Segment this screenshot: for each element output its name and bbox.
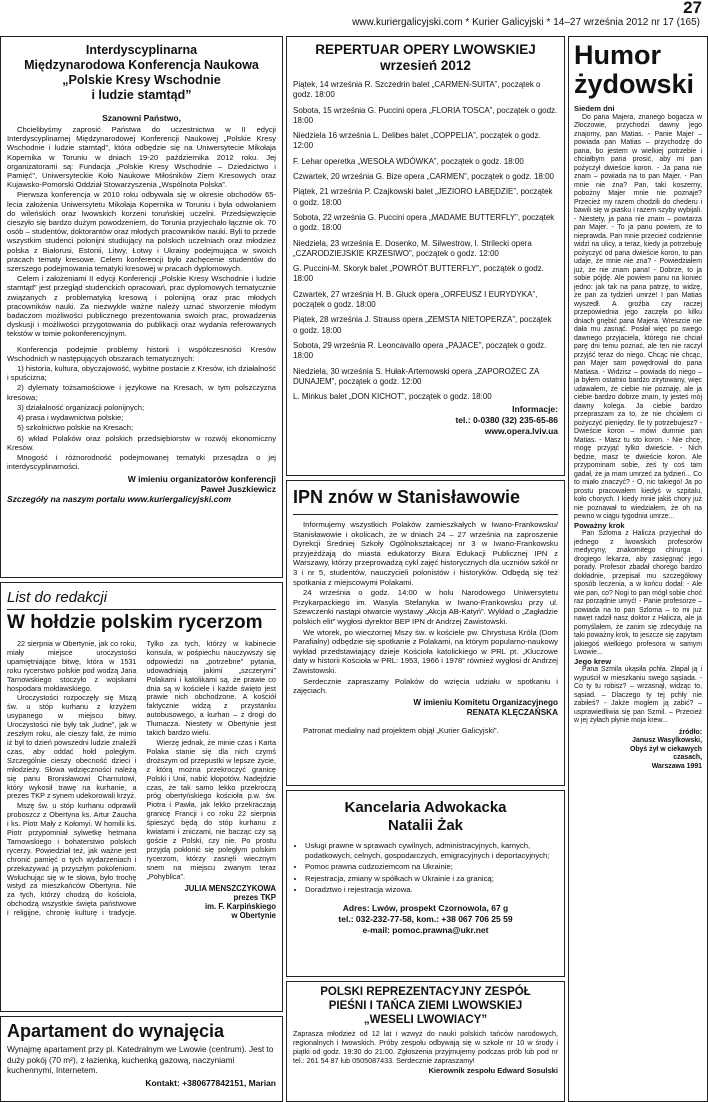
letter-title: W hołdzie polskim rycerzom <box>7 612 263 633</box>
law-service-item: • Doradztwo i rejestracja wizowa. <box>305 885 558 895</box>
law-service-item: • Pomoc prawna cudzoziemcom na Ukrainie; <box>305 862 558 872</box>
opera-info-label: Informacje: <box>512 404 558 415</box>
humor-source: źródło: Janusz Wasylkowski, Obyś żył w ciekawych czasach, Warszawa 1991 <box>629 728 702 770</box>
opera-entry: Sobota, 29 września R. Leoncavallo opera „PAJACE”, początek o godz. 18:00 <box>293 340 547 361</box>
humor-body <box>574 105 702 771</box>
conference-box <box>0 36 283 578</box>
humor-story-title: Poważny krok <box>574 520 625 530</box>
apartment-title: Apartament do wynajęcia <box>7 1021 225 1041</box>
humor-story: Do pana Majera, znanego bogacza w Złoczowie, przychodzi dawny jego znajomy, pan Matias. - Panie Majer – powiada pan Matias – przychodzę do pana, bo jestem w wielkiej potrzebie i chciałbym pana prosić, aby mi pan pożyczył dwieście koron. - Ja pana nie znam – powiada na to pan Majer. - Pan mnie nie zna? Pan, taki koszerny, pobożny Majer mnie nie poznaje? Przecież my razem chodzili do chederu i bawili się w piasku i razem szyby wybijali. - Niestety, ja pana nie znam – powtarza pan Majer. - To ja panu powiem, że to nieprawda. Pan mnie przecież codziennie widzi na ulicy, a teraz, kiedy ja potrzebuję pożyczyć od pana dwieście koron, to pan udaje, że mnie nie zna? - Powiedziałem już, że nie znam pana! - Dobrze, to ja sobie pójdę. Ale powiem panu na koniec jedno: jak tak na pana patrzę, to widzę, że pan za tydzień umrze! I pan Matias wyszedł. A groźba czy raczej przepowiednia jego zaczęła po kilku dniach gnębić pana Majera. Wreszcie nie dała mu zasnąć. Posłał więc po swego dawnego przyjaciela, którego nie chciał parę dni temu poznać, ale ten nie raczył przyjść teraz do niego. Chcąc nie chcąc, pan Majer sam powędrował do pana Matiasa. - Widzisz – powiada do niego – ja byłem ostatnio bardzo zirytowany, więc udawałem, że ciebie nie poznaję, ale ja ciebie bardzo dobrze znam, ty jesteś mój dawny kolega. Ja ciebie bardzo przepraszam za to, że nie chciałem ci pożyczyć pieniędzy. Ile ty potrzebujesz? - Dwieście koron – mówi dumnie pan Matias. - Masz tu sto koron. - Nie chcę, mogę przyjąć tylko dwieście. - Nich będzie, masz te dwieście koron. Ale przypominam sobie, żeś ty coś tam gadał, że ja mam umrzeć za tydzień... Co to miało znaczyć? - O, nic takiego! Ja po prostu pracowałem kiedyś w szpitalu, koło chorych. I kiedy mnie jakiś chory już nie poznawał to wiedziałem, że oh na pewno w ciągu tygodnia umrze... <box>574 113 702 520</box>
opera-url[interactable]: www.opera.lviv.ua <box>484 426 558 437</box>
opera-subtitle: wrzesień 2012 <box>380 58 471 73</box>
opera-entry: Piątek, 28 września J. Strauss opera „ZEMSTA NIETOPERZA”, początek o godz. 18:00 <box>293 315 552 335</box>
opera-entry: Sobota, 22 września G. Puccini opera „MADAME BUTTERFLY”, początek o godz. 18:00 <box>293 212 555 233</box>
ensemble-signer: Kierownik zespołu Edward Sosulski <box>428 1065 558 1075</box>
apartment-contact: Kontakt: +380677842151, Marian <box>145 1077 276 1088</box>
opera-entry: Sobota, 15 września G. Puccini opera „FLORIA TOSCA”, początek o godz. 18:00 <box>293 105 558 125</box>
opera-entry: Piątek, 21 września P. Czajkowski balet „JEZIORO ŁABĘDZIE”, początek o godz. 18:00 <box>293 187 553 207</box>
law-service-item: • Rejestracja, zmiany w spółkach w Ukrainie i za granicą; <box>305 874 558 884</box>
opera-phone: tel.: 0-0380 (32) 235-65-86 <box>455 415 558 426</box>
ipn-sign1: W imieniu Komitetu Organizacyjnego <box>413 697 558 707</box>
ipn-title: IPN znów w Stanisławowie <box>293 487 521 507</box>
humor-story-title: Siedem dni <box>574 104 615 113</box>
opera-entry: L. Minkus balet „DON KICHOT”, początek o godz. 18:00 <box>293 392 492 402</box>
opera-entry: G. Puccini-M. Skoryk balet „POWRÓT BUTTERFLY”, początek o godz. 18:00 <box>293 264 544 284</box>
ensemble-title-1: POLSKI REPREZENTACYJNY ZESPÓŁ <box>320 986 531 998</box>
page-header <box>0 0 708 32</box>
law-title-2: Natalii Żak <box>387 817 464 834</box>
opera-entry: Niedziela, 30 września S. Hułak-Artemowski opera „ZAPOROŻEC ZA DUNAJEM”, początek o godz. 12:00 <box>293 366 539 386</box>
letter-body: 22 sierpnia w Obertynie, jak co roku, miały miejsce uroczystości upamiętniające bitwę, która w 1531 roku rycerstwo polskie pod wodzą Jana Tarnowskiego stoczyło z wojskami hospodara mołdawskiego. Uroczystości rozpoczęły się Mszą św. u stóp kurhanu z krzyżem usypanego w miejscu bitwy. Uroczystości nie były tak „ludne”, jak w zeszłym roku, ale cieszy fakt, że mimo iż był to dzień powszedni ludzie znaleźli czas, aby oddać hołd poległym. Szczególnie cieszy obecność dzieci i młodzieży. Słowa wdzięczności należą się panu Bronisławowi Charnutowi, który wykosił trawę na kurhanie, a prezes TKP z synem udekorowali krzyż. Mszę św. u stóp kurhanu odprawili proboszcz z Obertyna ks. Artur Zaucha i ks. Piotr Mały z Kołomyi. W homilii ks. Piotr przypomniał sylwetkę hetmana Tarnowskiego i bohaterstwo polskich rycerzy. Powiedział też, jak ważne jest chronić pamięć o tych wydarzeniach i przekazywać ją przyszłym pokoleniom. Wsłuchując się w te słowa, było trochę wstyd za mieszkańców Obertyna. Nie za tych, którzy chodzą do kościoła, obchodzą wszystkie święta państwowe i religijne, chronię kulturę i tradycje. Tylko za tych, którzy w kabinecie konsula, w pośpiechu nauczywszy się odpowiedzi na „potrzebne” pytania, udowadniają jakimi „szczerymi” Polakami i katolikami są, że prawie co dnia są w kościele i każde święto jest prawie nich obchodzone. A kościół faktycznie widzą z przystanku autobusowego, a kurhan – z drogi do Tłumacza. Niestety w Obertynie jest takich bardzo wielu. Wierzę jednak, że minie czas i Karta Polaka stanie się dla nich czymś droższym od przepustki w lepsze życie, z którą można przekroczyć granicę Polski i Unii, nabić kłopotów. Nadejdzie czas, że tak samo lekko przekroczą próg obertyńskiego kościoła p.w. św. Piotra i Pawła, jak lekko przekraczają granicę Francji i co roku 22 sierpnia śpieszyć będą do stóp kurhanu z kwiatami i zniczami, nie bacząc czy są goście z Polski, czy nie. Po prostu przyjdą pokłonić się poległym polskim rycerzom, którzy zasnęli wiecznym snem na miejscu zwanym teraz „Pohyblica”. JULIA MENSZCZYKOWA prezes TKP im. F. Karpińskiego w Obertynie <box>7 639 276 921</box>
opera-entry: Niedziela 16 września L. Delibes balet „COPPELIA”, początek o godz. 12:00 <box>293 131 541 151</box>
humor-box <box>568 36 708 1102</box>
conference-signature: W imieniu organizatorów konferencji <box>127 474 276 485</box>
letter-signer: JULIA MENSZCZYKOWA <box>184 884 276 894</box>
conference-signer: Paweł Juszkiewicz <box>200 484 276 495</box>
conference-greeting: Szanowni Państwo, <box>102 113 181 123</box>
ensemble-title-2: PIEŚNI I TAŃCA ZIEMI LWOWSKIEJ <box>328 1000 523 1012</box>
letter-kicker: List do redakcji <box>7 589 108 606</box>
ipn-box <box>286 480 565 786</box>
humor-story-title: Jego krew <box>574 656 612 666</box>
law-box <box>286 790 565 977</box>
apartment-text: Wynajmę apartament przy pl. Katedralnym we Lwowie (centrum). Jest to duży pokój (70 m²), z łazienką, kuchenką gazową, naczyniami kuchennymi, Internetem. <box>7 1044 274 1075</box>
law-title-1: Kancelaria Adwokacka <box>344 799 507 816</box>
opera-list <box>293 80 558 402</box>
running-header: www.kuriergalicyjski.com * Kurier Galicyjski * 14–27 września 2012 nr 17 (165) <box>352 17 700 28</box>
conference-title: Interdyscyplinarna Międzynarodowa Konferencja Naukowa „Polskie Kresy Wschodnie i ludzie stamtąd” <box>24 43 259 102</box>
apartment-box <box>0 1016 283 1102</box>
opera-title: REPERTUAR OPERY LWOWSKIEJ <box>315 42 536 57</box>
opera-entry: Niedziela, 23 września E. Dosenko, M. Silwestrow, I. Strilecki opera „CZARODZIEJSKIE KRZESIWO”, początek o godz. 12:00 <box>293 238 532 258</box>
opera-entry: Czwartek, 20 września G. Bize opera „CARMEN”, początek o godz. 18:00 <box>293 172 554 182</box>
humor-title-1: Humor <box>574 40 661 70</box>
conference-footer: Szczegóły na naszym portalu www.kuriergalicyjski.com <box>7 494 232 505</box>
law-phones: tel.: 032-232-77-58, kom.: +38 067 706 25 59 <box>338 913 513 924</box>
ensemble-box <box>286 981 565 1102</box>
law-address: Adres: Lwów, prospekt Czornowola, 67 g <box>342 902 509 913</box>
letter-box <box>0 582 283 1012</box>
conference-body: Chcielibyśmy zaprosić Państwa do uczestnictwa w II edycji Interdyscyplinarnej Międzynarodowej Konferencji Naukowej „Polskie Kresy Wschodnie i ludzie stamtąd”, która odbędzie się na Uniwersytecie Mikołaja Kopernika w Toruniu w dniach 19-20 października 2012 roku. Jej organizatorami są: Fundacja „Polskie Kresy Wschodnie – Dziedzictwo i Pamięć”, Uniwersyteckie Koło Naukowe Miłośników Ziem Kresowych oraz Kujawsko-Pomorski Oddział Stowarzyszenia „Wspólnota Polska”. Pierwsza konferencja w 2010 roku odbywała się w okresie obchodów 65-lecia założenia Uniwersytetu Mikołaja Kopernika w Toruniu i była odwołaniem do wileńskich oraz lwowskich korzeni toruńskiej uczelni. Przedsięwzięcie cieszyło się bardzo dużym powodzeniem, do Torunia przyjechało łącznie ok. 70 osób – studentów, doktorantów oraz młodych pracowników nauki. Byli to przede wszystkim studenci polonijni studiujący na polskich uczelniach oraz młodzież polska z Białorusi, Estonii, Litwy, Łotwy i Ukrainy podejmująca w swoich pracach tematy kresowe. Celem konferencji było zachęcenie studentów do szerszego podejmowania tematyki kresowej w pracach dyplomowych. Celem i założeniami II edycji Konferencji „Polskie Kresy Wschodnie i ludzie stamtąd” jest przegląd studenckich opracowań, prac dyplomowych tematycznie związanych z problematyką kresową i polonijną oraz prac młodych pracowników nauki. Za niezwykle ważne należy uznać stworzenie młodym badaczom możliwości publicznego prezentowania swoich prac, prowadzenia dyskusji i możliwości przygotowania do publikacji oraz wydania referowanych tekstów w tomie pokonferencyjnym. Konferencja podejmie problemy historii i współczesności Kresów Wschodnich w następujących obszarach tematycznych: 1) historia, kultura, obyczajowość, wybitne postacie z Kresów, ich działalność i spuścizna; 2) dylematy tożsamościowe i językowe na Kresach, w tym polszczyzna kresowa; 3) działalność organizacji polonijnych; 4) prasa i wydawnictwa polskie; 5) szkolnictwo polskie na Kresach; 6) wkład Polaków oraz polskich przedsiębiorstw w rozwój ekonomiczny Kresów. Mnogość i różnorodność podejmowanej tematyki przesądza o jej interdyscyplinarności. <box>7 125 276 472</box>
ipn-patron: Patronat medialny nad projektem objął „Kurier Galicyjski”. <box>303 725 499 735</box>
ensemble-text: Zaprasza młodzież od 12 lat i wzwyż do nauki polskich tańców narodowych, regionalnych i lwowskich. Próby zespołu odbywają się w szkole nr 10 w środy i piątki od godz. 19:30 do 21:00. Zgłoszenia przyjmujemy podczas prób lub pod nr tel.: 261 54 87 lub 0505087433. Serdecznie zapraszamy! <box>293 1029 558 1065</box>
opera-entry: Piątek, 14 września R. Szczedrin balet „CARMEN-SUITA”, początek o godz. 18:00 <box>293 80 541 100</box>
opera-entry: Czwartek, 27 września H. B. Gluck opera „ORFEUSZ I EURYDYKA”, początek o godz. 18:00 <box>293 289 538 310</box>
law-email[interactable]: e-mail: pomoc.prawna@ukr.net <box>362 924 489 935</box>
opera-box <box>286 36 565 476</box>
page-number: 27 <box>683 0 702 17</box>
law-services <box>305 841 558 895</box>
opera-entry: F. Lehar operetka „WESOŁA WDÓWKA”, początek o godz. 18:00 <box>293 156 524 166</box>
law-service-item: • Usługi prawne w sprawach cywilnych, administracyjnych, karnych, podatkowych, celnych, gospodarczych, emigracyjnych i deportacyjnych; <box>305 841 558 860</box>
humor-title-2: żydowski <box>574 69 695 99</box>
ensemble-title-3: „WESELI LWOWIACY” <box>363 1014 488 1026</box>
ipn-sign2: RENATA KLĘCZAŃSKA <box>466 707 558 717</box>
ipn-body: Informujemy wszystkich Polaków zamieszkałych w Iwano-Frankowsku/ Stanisławowie i okolicach, że w dniach 24 – 27 września na zaproszenie Dyrekcji Średniej Szkoły Ogólnokształcącej nr 3 w Iwano-Frankowsku przyjeżdżają do miasta edukatorzy Biura Edukacji Publicznej IPN z Warszawy, którzy przeprowadzą cykl zajęć historycznych dla uczniów szkół nr 3 i nr 5, studentów, nauczycieli polonistów i historyków. Odbędą się też spotkania z miejscowymi Polakami. 24 września o godz. 14:00 w holu Narodowego Uniwersytetu Przykarpackiego im. Wasyla Stefanyka w Iwano-Frankowsku przy ul. Szewczenki nastąpi otwarcie wystawy „Akcja AB-Katyń”. Wykład o „Zagładzie polskich elit” wygłosi dyrektor BEP IPN dr Andrzej Zawistowski. We wtorek, po wieczornej Mszy św. w kościele pw. Chrystusa Króla (Dom Parafialny) odbędzie się spotkanie z Polakami, na którym popularno-naukowy wykład przedstawiający dzieje Kościoła katolickiego w PRL pt. „Kluczowe daty w historii Kościoła w PRL: 1953, 1966 i 1978” również wygłosi dr Andrzej Zawistowski. Serdecznie zapraszamy Polaków do wzięcia udziału w spotkaniu i zajęciach. <box>293 520 558 696</box>
humor-story: Pan Szloma z Halicza przyjechał do jednego z lwowskich profesorów medycyny, znakomitego chirurga i drogiego lekarza, aby zasięgnąć jego porady. Profesor zbadał chorego bardzo dokładnie, przepisał mu szczegółowy sposób leczenia, a w końcu dodał: - Ale wie pan, co? Nogi to pan mógł sobie choć raz porządnie umyć! - Panie profesorze – powiada na to pan Szloma – to mi już nawet radził nasz doktor z Halicza, ale ja pomyślałem, że zanim się zdecyduję na taki poważny krok, to jeszcze się zapytam jakiegoś wielkiego profesora w samym Lwowie... <box>574 530 702 656</box>
humor-story: Pana Szmila ukąsiła pchła. Złapał ją i wypuścił w mieszkaniu swego sąsiada. - Co ty tu robisz? – wrzasnął, widząc to, sąsiad. – Dlaczego ty tej pchły nie zabiłeś? - Jakże mogłem ją zabić? – usprawiedliwia się pan Szmil. – Przecież w jej żyłach płynie moja krew... <box>574 666 702 724</box>
